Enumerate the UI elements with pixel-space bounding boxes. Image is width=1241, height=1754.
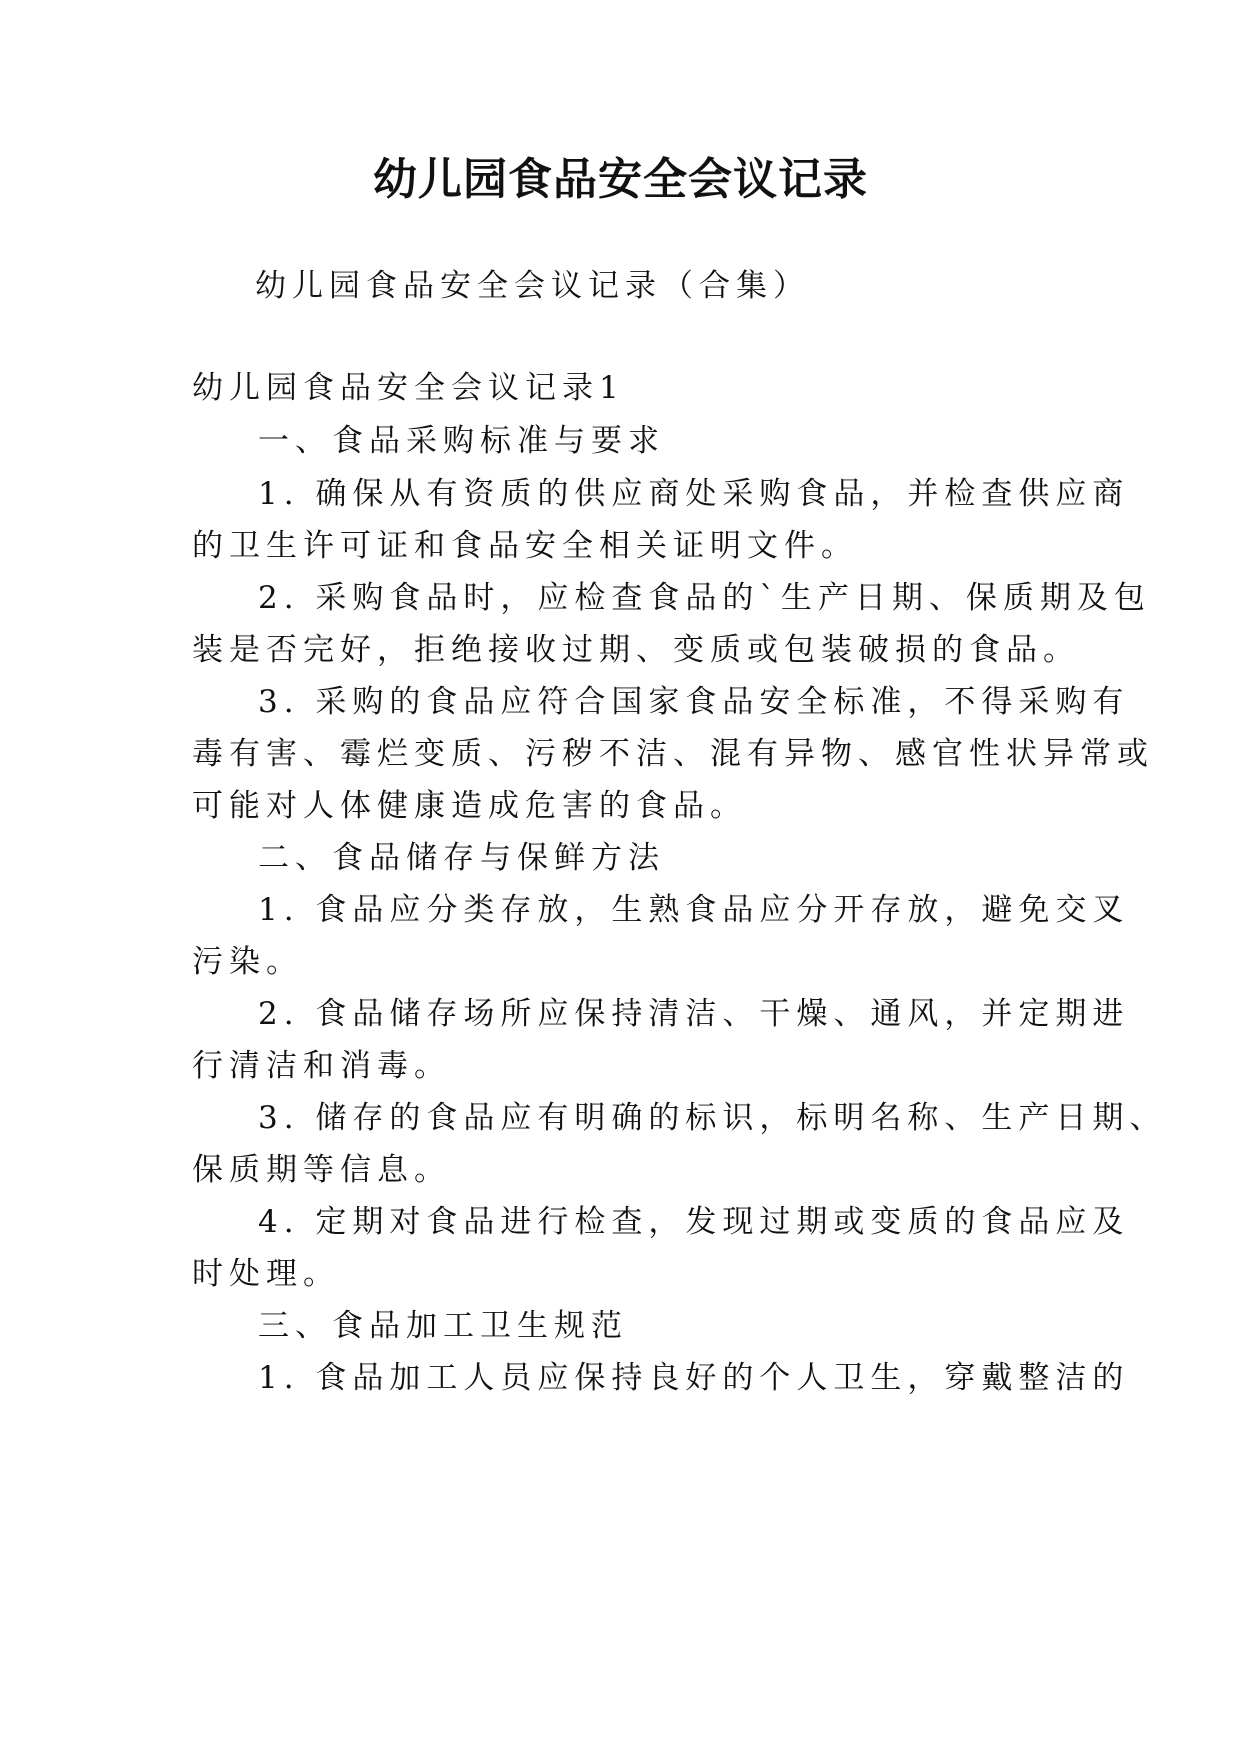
paragraph-line: 1. 食品加工人员应保持良好的个人卫生，穿戴整洁的	[258, 1360, 1130, 1396]
paragraph-line: 3. 采购的食品应符合国家食品安全标准，不得采购有	[258, 684, 1130, 720]
paragraph-line: 行清洁和消毒。	[192, 1048, 451, 1084]
section-heading: 一、食品采购标准与要求	[258, 423, 665, 459]
paragraph-line: 装是否完好，拒绝接收过期、变质或包装破损的食品。	[192, 632, 1080, 668]
paragraph-line: 1. 食品应分类存放，生熟食品应分开存放，避免交叉	[258, 892, 1130, 928]
paragraph-line: 3. 储存的食品应有明确的标识，标明名称、生产日期、	[258, 1100, 1167, 1136]
section-heading: 三、食品加工卫生规范	[258, 1308, 628, 1344]
paragraph-line: 的卫生许可证和食品安全相关证明文件。	[192, 528, 858, 564]
paragraph-line: 污染。	[192, 944, 303, 980]
paragraph-line: 时处理。	[192, 1256, 340, 1292]
record-heading: 幼儿园食品安全会议记录1	[192, 370, 625, 406]
document-subtitle: 幼儿园食品安全会议记录（合集）	[255, 268, 810, 304]
paragraph-line: 1. 确保从有资质的供应商处采购食品，并检查供应商	[258, 476, 1130, 512]
paragraph-line: 保质期等信息。	[192, 1152, 451, 1188]
document-title: 幼儿园食品安全会议记录	[373, 154, 868, 205]
paragraph-line: 可能对人体健康造成危害的食品。	[192, 788, 747, 824]
paragraph-line: 4. 定期对食品进行检查，发现过期或变质的食品应及	[258, 1204, 1130, 1240]
paragraph-line: 2. 采购食品时，应检查食品的`生产日期、保质期及包	[258, 580, 1151, 616]
section-heading: 二、食品储存与保鲜方法	[258, 840, 665, 876]
paragraph-line: 毒有害、霉烂变质、污秽不洁、混有异物、感官性状异常或	[192, 736, 1154, 772]
paragraph-line: 2. 食品储存场所应保持清洁、干燥、通风，并定期进	[258, 996, 1130, 1032]
